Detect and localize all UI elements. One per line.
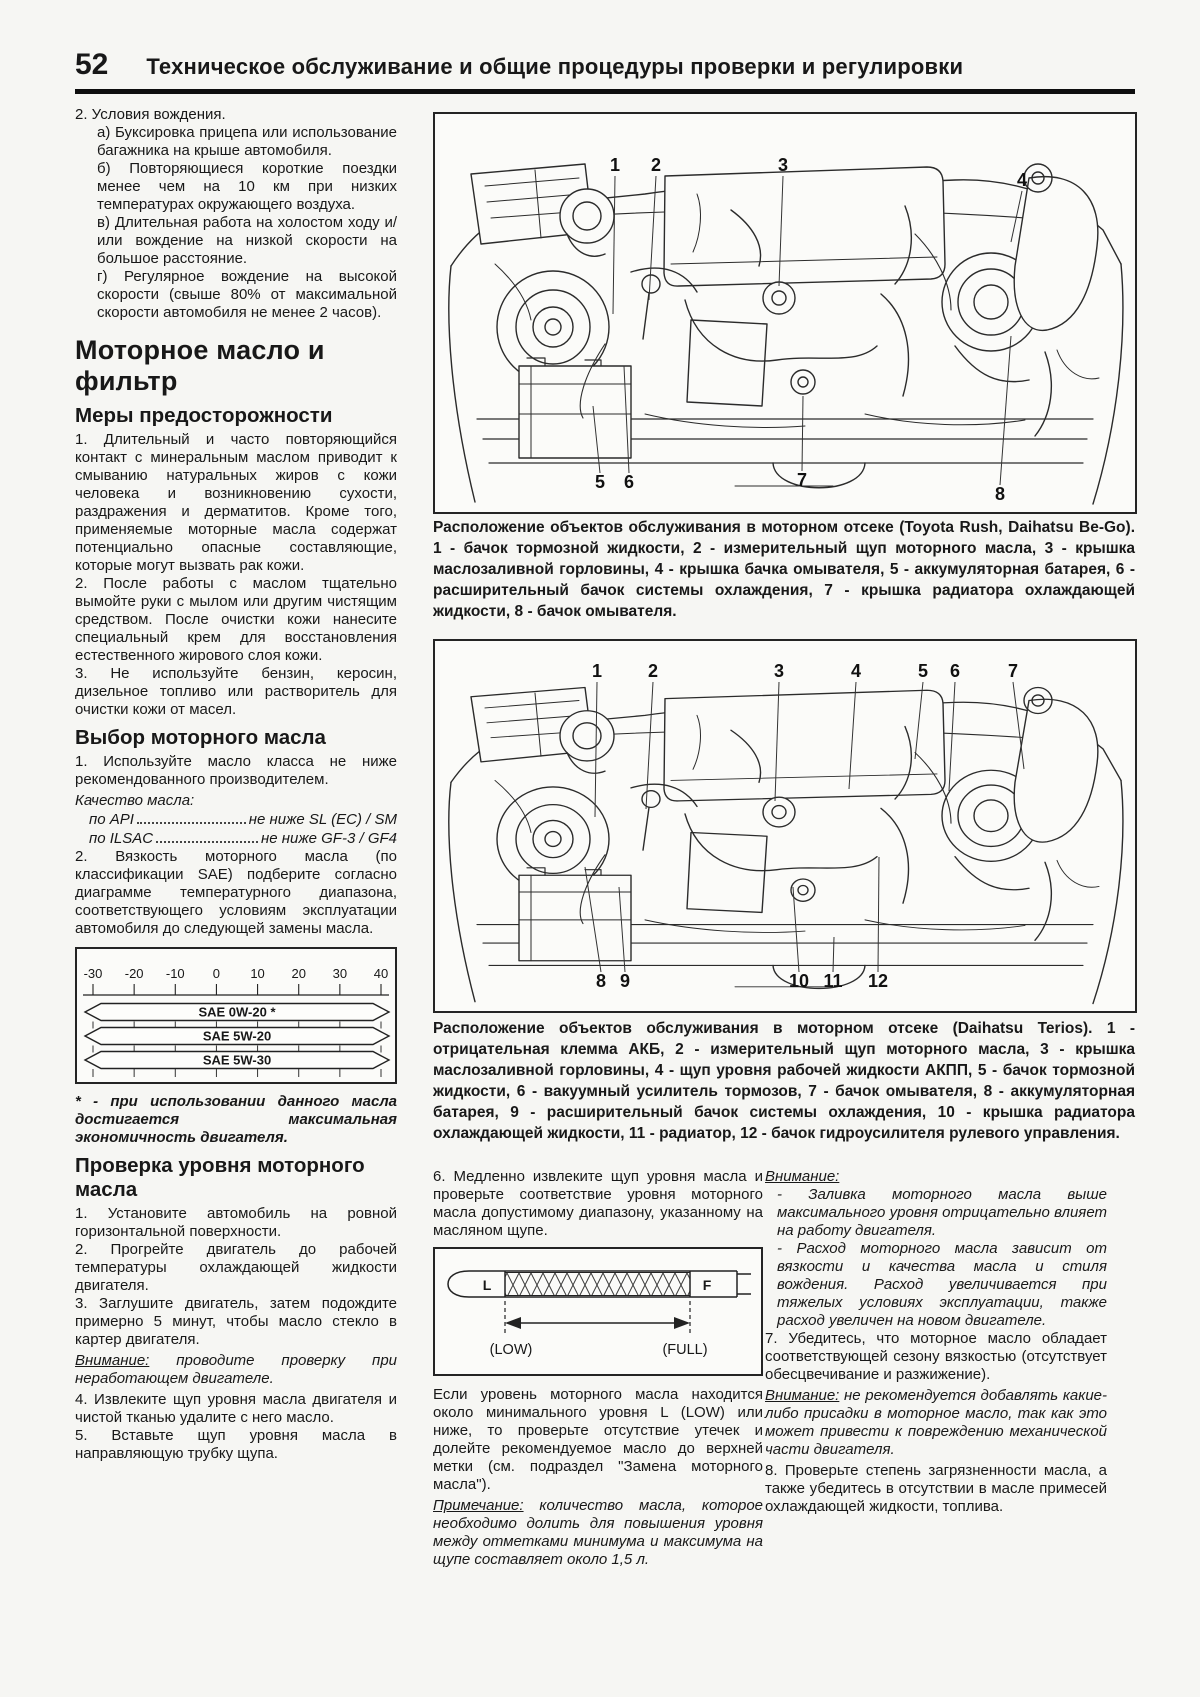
leader-dots <box>156 841 258 843</box>
callout-8: 8 <box>595 971 607 991</box>
callout-2: 2 <box>650 155 662 175</box>
engine-bay-diagram-terios <box>433 639 1137 1013</box>
middle-column <box>433 1168 763 1572</box>
callout-5: 5 <box>594 472 606 492</box>
dipstick-f-mark: F <box>702 1277 712 1293</box>
callout-8: 8 <box>994 484 1006 504</box>
dipstick-figure <box>433 1247 763 1376</box>
callout-6: 6 <box>949 661 961 681</box>
page-title: Техническое обслуживание и общие процедуры проверки и регулировки <box>146 54 964 79</box>
engine-bay-line-art-2 <box>435 641 1135 1011</box>
page-number: 52 <box>75 48 109 81</box>
callout-2: 2 <box>647 661 659 681</box>
sae-grade-label: SAE 5W-30 <box>202 1052 272 1068</box>
oil-selection-step-2: 2. Вязкость моторного масла (по классификации SAE) подберите согласно диаграмме температурного диапазона, соответствующего условиям эксплуатации автомобиля до следующей замены масла. <box>75 848 397 937</box>
sae-temp-tick: -30 <box>83 966 103 981</box>
callout-leader-line <box>1013 682 1024 769</box>
page-header <box>75 48 1135 94</box>
level-step-1: 1. Установите автомобиль на ровной горизонтальной поверхности. <box>75 1205 397 1240</box>
subsection-level-check: Проверка уровня моторного масла <box>75 1154 365 1201</box>
callout-5: 5 <box>917 661 929 681</box>
additives-warning-note <box>765 1387 1107 1459</box>
level-step-3: 3. Заглушите двигатель, затем подождите примерно 5 минут, чтобы масло стекло в картер двигателя. <box>75 1295 397 1348</box>
diagram2-caption: Расположение объектов обслуживания в моторном отсеке (Daihatsu Terios). 1 - отрицательная клемма АКБ, 2 - измерительный щуп моторного масла, 3 - крышка маслозаливной горловины, 4 - щуп уровня рабочей жидкости АКПП, 5 - бачок тормозной жидкости, 6 - вакуумный усилитель тормозов, 7 - бачок омывателя, 8 - аккумуляторная батарея, 9 - расширительный бачок системы охлаждения, 10 - крышка радиатора охлаждающей жидкости, 11 - радиатор, 12 - бачок гидроусилителя рулевого управления. <box>433 1020 1135 1142</box>
subsection-precautions: Меры предосторожности <box>75 404 333 427</box>
dipstick-low-label: (LOW) <box>489 1342 533 1358</box>
driving-condition-v: в) Длительная работа на холостом ходу и/или вождение на низкой скорости на большое расстояние. <box>97 214 397 267</box>
callout-9: 9 <box>619 971 631 991</box>
callout-12: 12 <box>867 971 889 991</box>
warning-text: не рекомендуется добавлять какие-либо присадки в моторное масло, так как это может привести к повреждению механической части двигателя. <box>765 1387 1108 1458</box>
callout-7: 7 <box>796 470 808 490</box>
arrow-right-icon <box>674 1317 690 1329</box>
callout-leader-line <box>802 396 803 471</box>
dipstick-l-mark: L <box>482 1277 492 1293</box>
level-step-7: 7. Убедитесь, что моторное масло обладает соответствующей сезону вязкостью (отсутствует обесцвечивание и разжижение). <box>765 1330 1107 1383</box>
left-column <box>75 106 397 1463</box>
note-label: Примечание: <box>433 1497 524 1514</box>
callout-6: 6 <box>623 472 635 492</box>
spec-ilsac <box>75 829 397 848</box>
driving-conditions-intro: 2. Условия вождения. <box>75 106 226 123</box>
callout-4: 4 <box>1016 170 1028 190</box>
sae-temp-tick: 40 <box>373 966 389 981</box>
callout-1: 1 <box>609 155 621 175</box>
sae-chart-figure <box>77 949 395 1077</box>
oil-quality-label: Качество масла: <box>75 792 195 809</box>
sae-temp-tick: 0 <box>212 966 221 981</box>
callout-7: 7 <box>1007 661 1019 681</box>
level-step-2: 2. Прогрейте двигатель до рабочей температуры охлаждающей жидкости двигателя. <box>75 1241 397 1294</box>
leader-dots <box>137 822 246 824</box>
spec-api-value: не ниже SL (EC) / SM <box>248 811 397 828</box>
callout-3: 3 <box>773 661 785 681</box>
callout-leader-line <box>649 176 656 300</box>
spec-api-name: по API <box>89 811 134 828</box>
spec-ilsac-value: не ниже GF-3 / GF4 <box>260 830 397 847</box>
driving-condition-a: а) Буксировка прицепа или использование багажника на крыше автомобиля. <box>97 124 397 159</box>
subsection-oil-selection: Выбор моторного масла <box>75 726 326 749</box>
arrow-left-icon <box>505 1317 521 1329</box>
precaution-1: 1. Длительный и часто повторяющийся контакт с минеральным маслом приводит к смыванию натуральных жиров с кожи человека и возникновению сухости, раздражения и дерматитов. Кроме того, применяемые моторные масла содержат потенциально опасные составляющие, которые могут вызвать рак кожи. <box>75 431 397 574</box>
level-step-4: 4. Извлеките щуп уровня масла двигателя и чистой тканью удалите с него масло. <box>75 1391 397 1426</box>
sae-footnote: * - при использовании данного масла достигается максимальная экономичность двигателя. <box>75 1093 397 1146</box>
oil-selection-step-1: 1. Используйте масло класса не ниже рекомендованного производителем. <box>75 753 397 788</box>
sae-grade-label: SAE 5W-20 <box>202 1028 272 1044</box>
sae-viscosity-chart <box>75 947 397 1084</box>
engine-bay-diagram-rush-bego <box>433 112 1137 514</box>
level-step-5: 5. Вставьте щуп уровня масла в направляющую трубку щупа. <box>75 1427 397 1462</box>
precaution-3: 3. Не используйте бензин, керосин, дизельное топливо или растворитель для очистки кожи от масел. <box>75 665 397 718</box>
precaution-2: 2. После работы с маслом тщательно вымойте руки с мылом или другим чистящим средством. После очистки кожи нанесите специальный крем для восстановления естественного жирового слоя кожи. <box>75 575 397 664</box>
warning-item-consumption: - Расход моторного масла зависит от вязкости и качества масла и стиля вождения. Расход увеличивается при тяжелых условиях эксплуатации, также расход увеличен на новом двигателе. <box>777 1240 1107 1329</box>
spec-api <box>75 810 397 829</box>
engine-bay-line-art-1 <box>435 114 1135 512</box>
dipstick-full-label: (FULL) <box>662 1342 708 1358</box>
right-column <box>765 1168 1107 1516</box>
low-level-instruction: Если уровень моторного масла находится около минимального уровня L (LOW) или ниже, то проверьте отсутствие утечек и долейте рекомендуемое масло до верхней метки (см. подраздел "Замена моторного масла"). <box>433 1386 763 1493</box>
driving-condition-g: г) Регулярное вождение на высокой скорости (свыше 80% от максимальной скорости автомобиля не менее 2 часов). <box>97 268 397 321</box>
callout-4: 4 <box>850 661 862 681</box>
level-step-8: 8. Проверьте степень загрязненности масла, а также убедитесь в отсутствии в масле примесей охлаждающей жидкости, топлива. <box>765 1462 1107 1515</box>
warning-label: Внимание: <box>765 1387 840 1404</box>
spec-ilsac-name: по ILSAC <box>89 830 154 847</box>
callout-11: 11 <box>823 971 843 991</box>
warning-label: Внимание: <box>765 1168 840 1185</box>
callout-leader-line <box>949 682 955 791</box>
sae-temp-tick: -20 <box>124 966 144 981</box>
section-title-engine-oil: Моторное масло и фильтр <box>75 335 325 396</box>
sae-temp-tick: 10 <box>250 966 265 981</box>
sae-temp-tick: 30 <box>332 966 348 981</box>
callout-leader-line <box>878 857 879 972</box>
sae-grade-label: SAE 0W-20 * <box>198 1004 276 1020</box>
warning-label: Внимание: <box>75 1352 150 1369</box>
sae-temp-tick: -10 <box>165 966 185 981</box>
callout-10: 10 <box>788 971 810 991</box>
oil-warning-block-label <box>765 1168 1107 1186</box>
diagram1-caption: Расположение объектов обслуживания в моторном отсеке (Toyota Rush, Daihatsu Be-Go). 1 - бачок тормозной жидкости, 2 - измерительный щуп моторного масла, 3 - крышка маслозаливной горловины, 4 - крышка бачка омывателя, 5 - аккумуляторная батарея, 6 - расширительный бачок системы охлаждения, 7 - крышка радиатора охлаждающей жидкости, 8 - бачок омывателя. <box>433 519 1135 620</box>
callout-1: 1 <box>591 661 603 681</box>
warning-text: проводите проверку при неработающем двигателе. <box>75 1352 397 1387</box>
warning-item-overfill: - Заливка моторного масла выше максимального уровня отрицательно влияет на работу двигателя. <box>777 1186 1107 1239</box>
driving-condition-b: б) Повторяющиеся короткие поездки менее чем на 10 км при низких температурах окружающего воздуха. <box>97 160 397 213</box>
refill-note <box>433 1497 763 1569</box>
sae-temp-tick: 20 <box>291 966 306 981</box>
callout-3: 3 <box>777 155 789 175</box>
callout-leader-line <box>646 682 653 809</box>
note-text: количество масла, которое необходимо долить для повышения уровня между отметками минимума и максимума на щупе составляет около 1,5 л. <box>433 1497 763 1568</box>
level-step-6: 6. Медленно извлеките щуп уровня масла и проверьте соответствие уровня моторного масла допустимому диапазону, указанному на масляном щупе. <box>433 1168 763 1239</box>
dipstick-line-art <box>435 1249 761 1369</box>
level-warning-note <box>75 1352 397 1388</box>
callout-leader-line <box>833 937 834 972</box>
